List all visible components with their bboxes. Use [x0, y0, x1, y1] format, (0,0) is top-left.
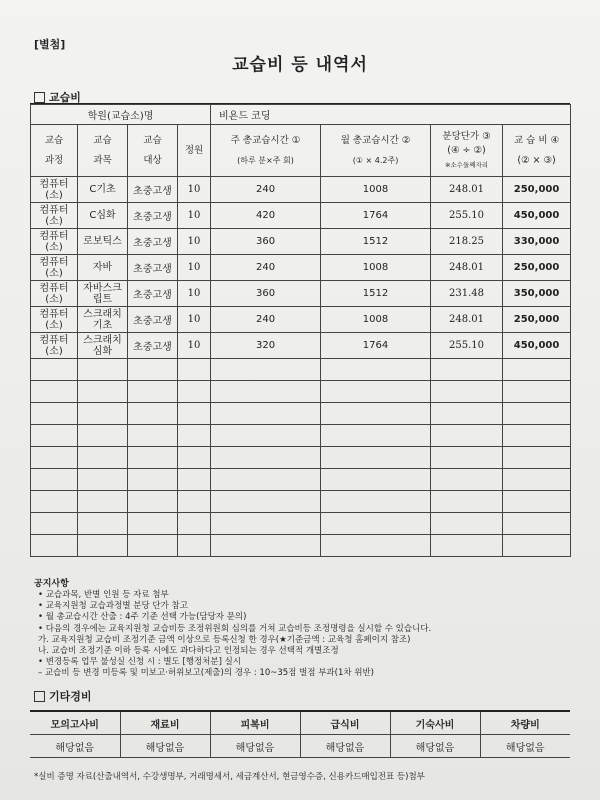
tuition-table — [30, 104, 571, 557]
empty-cell — [321, 425, 431, 447]
col-course-header: 교습 과정 — [31, 125, 78, 177]
empty-cell — [178, 491, 211, 513]
empty-cell — [128, 469, 178, 491]
col-target-header: 교습 대상 — [128, 125, 178, 177]
empty-table-row — [31, 359, 571, 381]
section-other-title: 기타경비 — [49, 690, 92, 703]
empty-cell — [211, 491, 321, 513]
cell-course: 컴퓨터(소) — [31, 307, 78, 333]
empty-cell — [503, 491, 571, 513]
cell-course: 컴퓨터(소) — [31, 281, 78, 307]
notice-list — [38, 590, 578, 680]
other-costs-value-row — [30, 735, 570, 758]
section-other-header — [34, 688, 92, 704]
other-cost-header: 재료비 — [120, 711, 210, 735]
section-tuition-title: 교습비 — [49, 91, 81, 104]
other-cost-value: 해당없음 — [120, 735, 210, 758]
cell-fee: 450,000 — [503, 333, 571, 359]
cell-cap: 10 — [178, 307, 211, 333]
notice-item: – 교습비 등 변경 미등록 및 미보고·허위보고(제출)의 경우 : 10~35점 벌점 부과(1차 위반) — [38, 668, 374, 679]
empty-table-row — [31, 469, 571, 491]
notice-title: 공지사항 — [34, 579, 69, 589]
table-row — [31, 255, 571, 281]
empty-cell — [128, 425, 178, 447]
empty-cell — [431, 381, 503, 403]
cell-weekly: 240 — [211, 177, 321, 203]
cell-course: 컴퓨터(소) — [31, 229, 78, 255]
empty-cell — [178, 469, 211, 491]
empty-table-row — [31, 403, 571, 425]
cell-monthly: 1008 — [321, 177, 431, 203]
cell-fee: 250,000 — [503, 255, 571, 281]
other-costs-table — [30, 710, 570, 758]
empty-cell — [503, 469, 571, 491]
empty-cell — [78, 359, 128, 381]
empty-cell — [178, 359, 211, 381]
empty-cell — [211, 447, 321, 469]
empty-cell — [431, 491, 503, 513]
col-weekly-hours-header: 주 총교습시간 ① (하루 분×주 회) — [211, 125, 321, 177]
table-row — [31, 203, 571, 229]
empty-cell — [321, 381, 431, 403]
footnote: *실비 증명 자료(산출내역서, 수강생명부, 거래명세서, 세금계산서, 현금영수증, 신용카드매입전표 등)첨부 — [34, 772, 425, 782]
cell-target: 초중고생 — [128, 281, 178, 307]
empty-cell — [31, 425, 78, 447]
other-cost-value: 해당없음 — [480, 735, 570, 758]
cell-monthly: 1764 — [321, 333, 431, 359]
empty-cell — [503, 381, 571, 403]
empty-cell — [178, 381, 211, 403]
empty-cell — [211, 381, 321, 403]
empty-cell — [321, 469, 431, 491]
empty-cell — [211, 469, 321, 491]
cell-unit: 231.48 — [431, 281, 503, 307]
cell-fee: 450,000 — [503, 203, 571, 229]
notice-item: • 월 총교습시간 산출 : 4주 기준 선택 가능(담당자 문의) — [38, 612, 247, 623]
empty-cell — [431, 403, 503, 425]
empty-cell — [211, 359, 321, 381]
col-monthly-hours-header: 월 총교습시간 ② (① × 4.2주) — [321, 125, 431, 177]
empty-cell — [128, 359, 178, 381]
empty-table-row — [31, 425, 571, 447]
other-cost-header: 모의고사비 — [30, 711, 120, 735]
cell-cap: 10 — [178, 333, 211, 359]
empty-cell — [211, 535, 321, 557]
cell-cap: 10 — [178, 229, 211, 255]
other-cost-header: 피복비 — [210, 711, 300, 735]
cell-cap: 10 — [178, 203, 211, 229]
empty-table-row — [31, 447, 571, 469]
cell-cap: 10 — [178, 281, 211, 307]
table-header-row — [31, 125, 571, 177]
empty-cell — [78, 425, 128, 447]
empty-cell — [78, 381, 128, 403]
table-row — [31, 307, 571, 333]
empty-cell — [178, 425, 211, 447]
cell-weekly: 420 — [211, 203, 321, 229]
empty-cell — [78, 491, 128, 513]
col-subject-header: 교습 과목 — [78, 125, 128, 177]
cell-fee: 330,000 — [503, 229, 571, 255]
cell-monthly: 1764 — [321, 203, 431, 229]
cell-weekly: 240 — [211, 307, 321, 333]
cell-weekly: 360 — [211, 281, 321, 307]
cell-unit: 218.25 — [431, 229, 503, 255]
empty-cell — [431, 535, 503, 557]
cell-subject: 로보틱스 — [78, 229, 128, 255]
empty-cell — [78, 403, 128, 425]
academy-name: 비욘드 코딩 — [211, 105, 571, 125]
cell-monthly: 1512 — [321, 281, 431, 307]
empty-table-row — [31, 535, 571, 557]
cell-course: 컴퓨터(소) — [31, 203, 78, 229]
empty-cell — [321, 447, 431, 469]
notice-item: • 교육지원청 교습과정별 분당 단가 참고 — [38, 601, 188, 612]
cell-course: 컴퓨터(소) — [31, 333, 78, 359]
empty-cell — [321, 535, 431, 557]
empty-table-row — [31, 381, 571, 403]
empty-cell — [128, 403, 178, 425]
empty-cell — [431, 359, 503, 381]
cell-cap: 10 — [178, 255, 211, 281]
notice-item: • 변경등록 업무 불성실 신청 시 : 별도 [행정처분] 실시 — [38, 657, 242, 668]
empty-cell — [178, 403, 211, 425]
other-cost-value: 해당없음 — [300, 735, 390, 758]
cell-weekly: 320 — [211, 333, 321, 359]
table-row — [31, 229, 571, 255]
empty-table-row — [31, 491, 571, 513]
cell-unit: 248.01 — [431, 307, 503, 333]
cell-monthly: 1008 — [321, 255, 431, 281]
empty-cell — [31, 403, 78, 425]
cell-target: 초중고생 — [128, 255, 178, 281]
empty-cell — [431, 447, 503, 469]
empty-cell — [431, 469, 503, 491]
empty-cell — [211, 425, 321, 447]
cell-target: 초중고생 — [128, 177, 178, 203]
empty-cell — [31, 359, 78, 381]
empty-cell — [178, 447, 211, 469]
empty-cell — [31, 381, 78, 403]
empty-cell — [211, 403, 321, 425]
empty-cell — [31, 491, 78, 513]
empty-cell — [31, 447, 78, 469]
empty-cell — [78, 535, 128, 557]
empty-cell — [503, 535, 571, 557]
checkbox-square-icon — [34, 92, 45, 103]
cell-unit: 248.01 — [431, 255, 503, 281]
cell-subject: 스크래치심화 — [78, 333, 128, 359]
cell-cap: 10 — [178, 177, 211, 203]
academy-row — [31, 105, 571, 125]
other-cost-header: 기숙사비 — [390, 711, 480, 735]
empty-cell — [31, 535, 78, 557]
empty-cell — [431, 425, 503, 447]
cell-monthly: 1512 — [321, 229, 431, 255]
cell-target: 초중고생 — [128, 307, 178, 333]
cell-unit: 255.10 — [431, 203, 503, 229]
col-unit-price-header: 분당단가 ③ (④ ÷ ②) ※소수둘째자리 — [431, 125, 503, 177]
cell-target: 초중고생 — [128, 203, 178, 229]
cell-unit: 248.01 — [431, 177, 503, 203]
empty-cell — [128, 447, 178, 469]
empty-cell — [321, 513, 431, 535]
col-capacity-header: 정원 — [178, 125, 211, 177]
empty-cell — [128, 535, 178, 557]
table-row — [31, 177, 571, 203]
cell-unit: 255.10 — [431, 333, 503, 359]
empty-cell — [128, 513, 178, 535]
empty-cell — [178, 535, 211, 557]
empty-cell — [503, 447, 571, 469]
empty-cell — [178, 513, 211, 535]
cell-subject: 자바스크립트 — [78, 281, 128, 307]
empty-cell — [431, 513, 503, 535]
cell-subject: 자바 — [78, 255, 128, 281]
cell-subject: C심화 — [78, 203, 128, 229]
attachment-label: [별첨] — [34, 38, 66, 51]
other-cost-value: 해당없음 — [210, 735, 300, 758]
empty-table-row — [31, 513, 571, 535]
table-row — [31, 281, 571, 307]
cell-subject: 스크래치기초 — [78, 307, 128, 333]
empty-cell — [321, 359, 431, 381]
cell-weekly: 360 — [211, 229, 321, 255]
other-cost-header: 급식비 — [300, 711, 390, 735]
other-cost-value: 해당없음 — [390, 735, 480, 758]
empty-cell — [503, 403, 571, 425]
table-row — [31, 333, 571, 359]
empty-cell — [503, 513, 571, 535]
cell-target: 초중고생 — [128, 333, 178, 359]
empty-cell — [321, 403, 431, 425]
empty-cell — [78, 469, 128, 491]
cell-fee: 250,000 — [503, 307, 571, 333]
cell-fee: 350,000 — [503, 281, 571, 307]
academy-label: 학원(교습소)명 — [31, 105, 211, 125]
cell-monthly: 1008 — [321, 307, 431, 333]
cell-target: 초중고생 — [128, 229, 178, 255]
other-cost-value: 해당없음 — [55, 742, 95, 754]
cell-course: 컴퓨터(소) — [31, 177, 78, 203]
checkbox-square-icon — [34, 691, 45, 702]
empty-cell — [503, 425, 571, 447]
empty-cell — [321, 491, 431, 513]
empty-cell — [128, 491, 178, 513]
empty-cell — [128, 381, 178, 403]
cell-course: 컴퓨터(소) — [31, 255, 78, 281]
cell-fee: 250,000 — [503, 177, 571, 203]
empty-cell — [78, 513, 128, 535]
page-title: 교습비 등 내역서 — [232, 55, 368, 75]
notice-item: 나. 교습비 조정기준 이하 등록 시에도 과다하다고 인정되는 경우 선택적 개별조정 — [38, 646, 339, 657]
empty-cell — [78, 447, 128, 469]
cell-subject: C기초 — [78, 177, 128, 203]
notice-item: • 다음의 경우에는 교육지원청 교습비등 조정위원회 심의를 거쳐 교습비등 조정명령을 실시할 수 있습니다. — [38, 623, 432, 634]
cell-weekly: 240 — [211, 255, 321, 281]
notice-item: • 교습과목, 반별 인원 등 자료 첨부 — [38, 590, 169, 600]
empty-cell — [211, 513, 321, 535]
other-costs-header-row — [30, 711, 570, 735]
notice-item: 가. 교육지원청 교습비 조정기준 금액 이상으로 등록신청 한 경우(★기준금액 : 교육청 홈페이지 참조) — [38, 634, 411, 645]
empty-cell — [31, 469, 78, 491]
empty-cell — [31, 513, 78, 535]
empty-cell — [503, 359, 571, 381]
other-cost-header: 차량비 — [480, 711, 570, 735]
col-fee-header: 교 습 비 ④ (② × ③) — [503, 125, 571, 177]
